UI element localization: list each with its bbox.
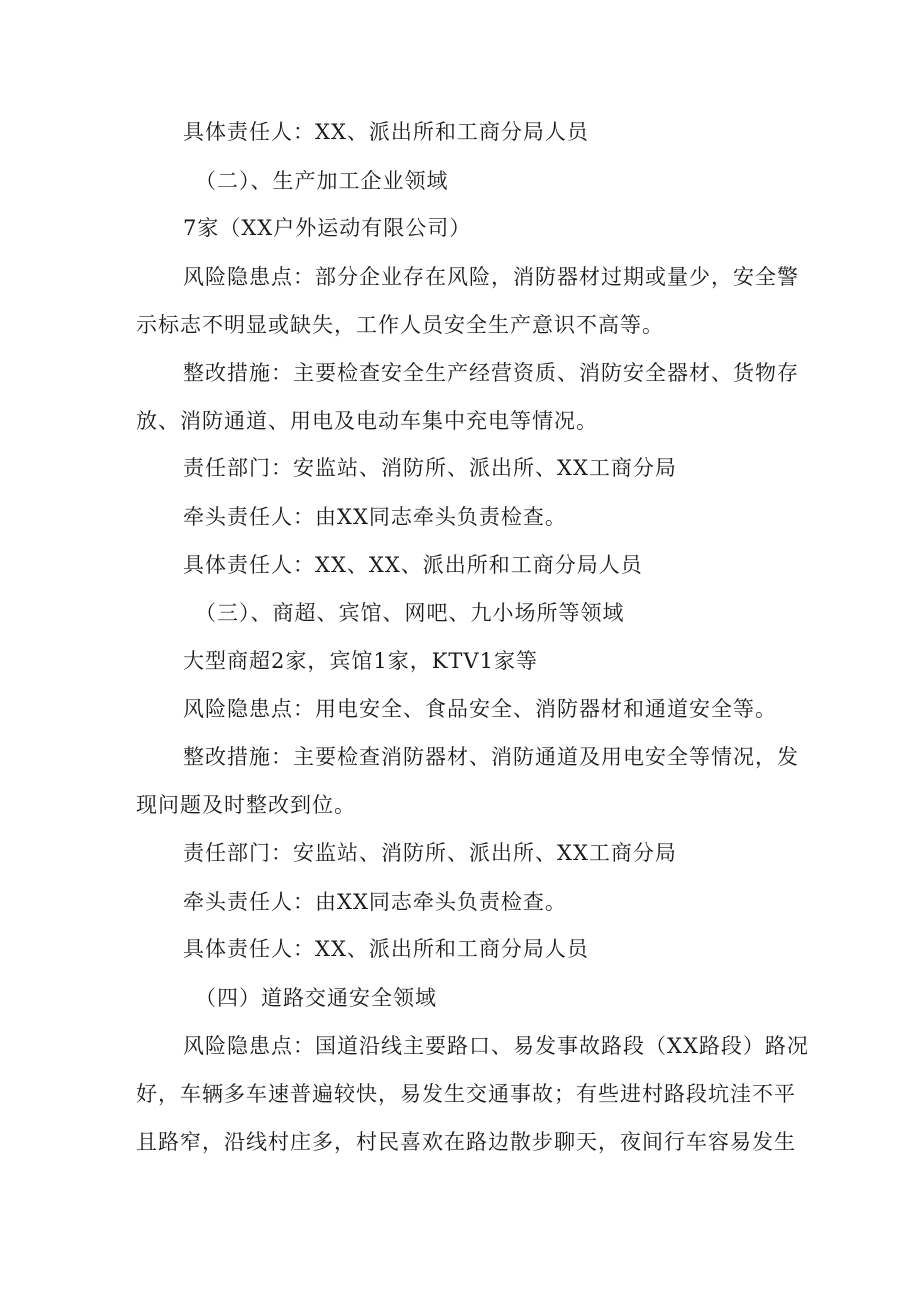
text-line: 牵头责任人：由XX同志牵头负责检查。 [183,505,567,529]
text-line: 具体责任人：XX、XX、派出所和工商分局人员 [183,553,643,577]
text-line: 放、消防通道、用电及电动车集中充电等情况。 [136,409,598,433]
text-line: 责任部门：安监站、消防所、派出所、XX工商分局 [183,456,677,480]
text-line: 具体责任人：XX、派出所和工商分局人员 [183,120,589,144]
text-line: 整改措施：主要检查安全生产经营资质、消防安全器材、货物存 [183,361,799,385]
text-line: 风险隐患点：部分企业存在风险，消防器材过期或量少，安全警 [183,265,799,289]
text-line: 且路窄，沿线村庄多，村民喜欢在路边散步聊天，夜间行车容易发生 [136,1130,796,1154]
text-line: 示标志不明显或缺失，工作人员安全生产意识不高等。 [136,313,664,337]
text-line: 风险隐患点：国道沿线主要路口、易发事故路段（XX路段）路况 [183,1034,809,1058]
text-line: 具体责任人：XX、派出所和工商分局人员 [183,937,589,961]
text-line: 现问题及时整改到位。 [136,793,356,817]
text-line: 好，车辆多车速普遍较快，易发生交通事故；有些进村路段坑洼不平 [136,1082,796,1106]
text-line: 牵头责任人：由XX同志牵头负责检查。 [183,890,567,914]
section-heading: （四）道路交通安全领域 [195,986,437,1010]
section-heading: （二）、生产加工企业领域 [195,169,449,193]
text-line: 大型商超2家，宾馆1家，KTV1家等 [183,649,538,673]
text-line: 整改措施：主要检查消防器材、消防通道及用电安全等情况，发 [183,745,799,769]
section-heading: （三）、商超、宾馆、网吧、九小场所等领域 [195,601,625,625]
text-line: 7家（XX户外运动有限公司） [183,216,472,240]
text-line: 责任部门：安监站、消防所、派出所、XX工商分局 [183,841,677,865]
text-line: 风险隐患点：用电安全、食品安全、消防器材和通道安全等。 [183,697,777,721]
